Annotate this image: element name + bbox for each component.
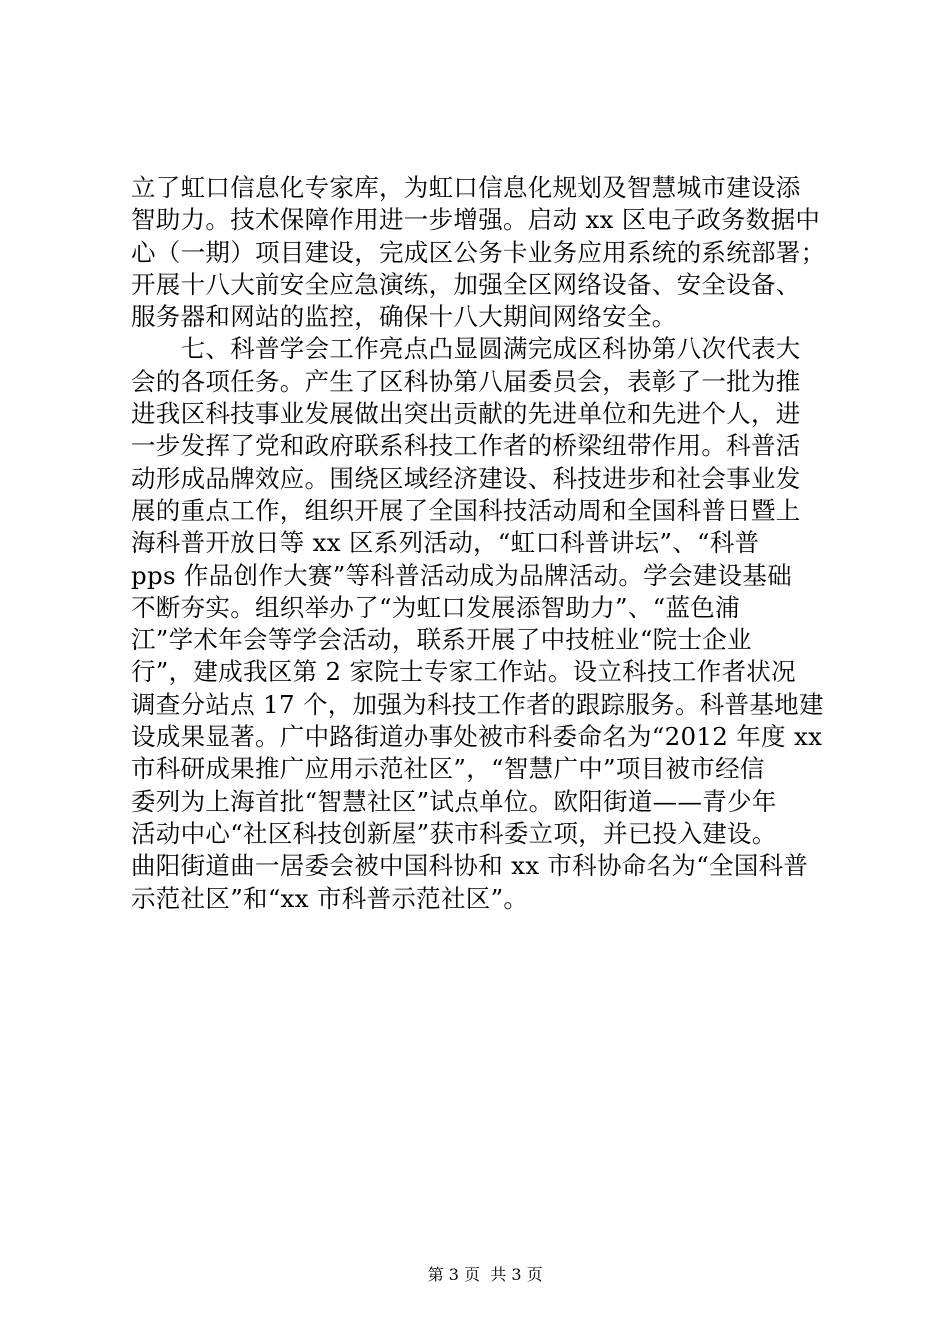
text-line: 设成果显著。广中路街道办事处被市科委命名为“2012 年度 xx (131, 722, 823, 752)
text-line: 展的重点工作，组织开展了全国科技活动周和全国科普日暨上 (131, 495, 801, 525)
text-line: 心（一期）项目建设，完成区公务卡业务应用系统的系统部署； (131, 237, 826, 267)
text-line: 市科研成果推广应用示范社区”，“智慧广中”项目被市经信 (131, 754, 765, 784)
text-line: 曲阳街道曲一居委会被中国科协和 xx 市科协命名为“全国科普 (131, 851, 809, 881)
text-line: 七、科普学会工作亮点凸显圆满完成区科协第八次代表大 (131, 334, 801, 364)
text-line: 动形成品牌效应。围绕区域经济建设、科技进步和社会事业发 (131, 463, 801, 493)
text-line: 行”，建成我区第 2 家院士专家工作站。设立科技工作者状况 (131, 657, 796, 687)
text-line: 一步发挥了党和政府联系科技工作者的桥梁纽带作用。科普活 (131, 431, 801, 461)
text-line: 开展十八大前安全应急演练，加强全区网络设备、安全设备、 (131, 269, 801, 299)
text-line: 会的各项任务。产生了区科协第八届委员会，表彰了一批为推 (131, 366, 801, 396)
text-line: 智助力。技术保障作用进一步增强。启动 xx 区电子政务数据中 (131, 205, 821, 235)
text-line: 示范社区”和“xx 市科普示范社区”。 (131, 883, 529, 913)
text-line: 江”学术年会等学会活动，联系开展了中技桩业“院士企业 (131, 625, 752, 655)
text-line: 委列为上海首批“智慧社区”试点单位。欧阳街道——青少年 (131, 786, 777, 816)
text-line: 海科普开放日等 xx 区系列活动，“虹口科普讲坛”、“科普 (131, 528, 760, 558)
text-line: 进我区科技事业发展做出突出贡献的先进单位和先进个人，进 (131, 399, 801, 429)
text-line: 调查分站点 17 个，加强为科技工作者的跟踪服务。科普基地建 (131, 689, 824, 719)
text-line: 服务器和网站的监控，确保十八大期间网络安全。 (131, 302, 677, 332)
text-line: 活动中心“社区科技创新屋”获市科委立项，并已投入建设。 (131, 818, 777, 848)
text-line: pps 作品创作大赛”等科普活动成为品牌活动。学会建设基础 (131, 560, 792, 590)
page-number-label: 第 3 页 共 3 页 (427, 1265, 543, 1284)
text-line: 不断夯实。组织举办了“为虹口发展添智助力”、“蓝色浦 (131, 592, 740, 622)
page-footer (0, 1245, 950, 1305)
text-line: 立了虹口信息化专家库，为虹口信息化规划及智慧城市建设添 (131, 173, 801, 202)
document-body (131, 172, 826, 915)
